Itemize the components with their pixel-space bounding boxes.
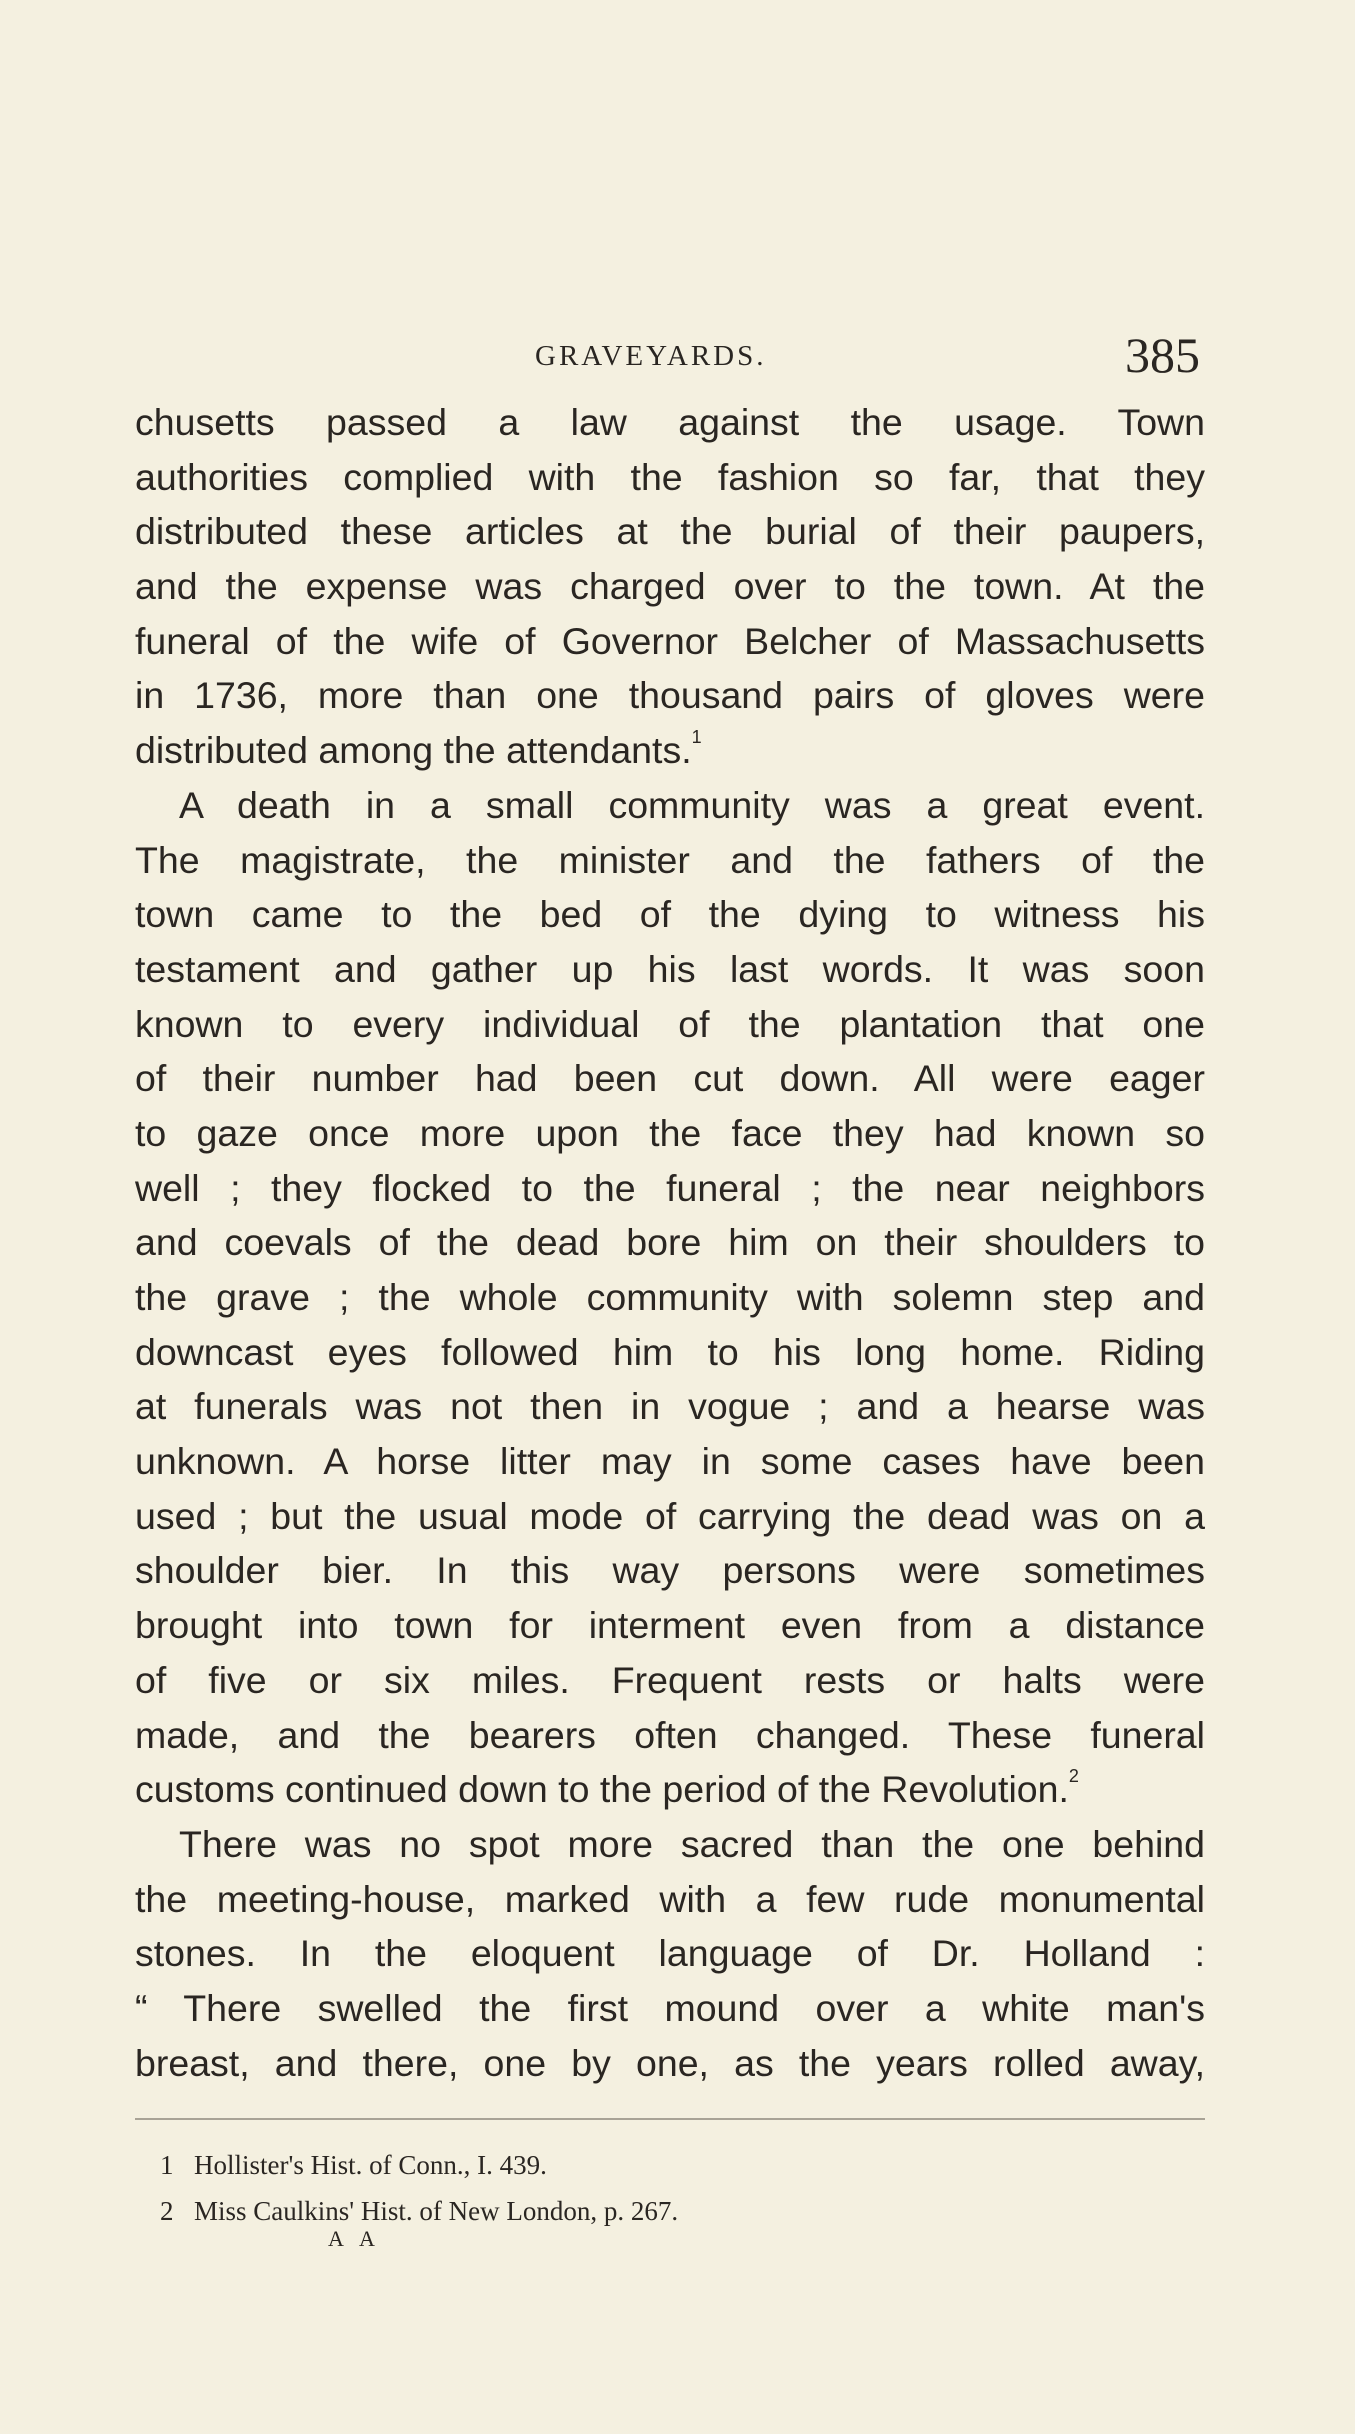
text-line: of five or six miles. Frequent rests or halts were: [135, 1658, 1205, 1701]
text-line: downcast eyes followed him to his long home. Riding: [135, 1330, 1205, 1373]
text-line: shoulder bier. In this way persons were sometimes: [135, 1549, 1205, 1592]
text-line: brought into town for interment even from a distance: [135, 1604, 1205, 1647]
footnotes: [160, 2142, 1060, 2234]
footnote-text: Hollister's Hist. of Conn., I. 439.: [194, 2150, 547, 2180]
text-line: town came to the bed of the dying to witness his: [135, 893, 1205, 936]
text-line: stones. In the eloquent language of Dr. Holland :: [135, 1932, 1205, 1975]
text-line: used ; but the usual mode of carrying the dead was on a: [135, 1494, 1205, 1537]
page-number: 385: [1125, 327, 1200, 383]
text-line: There was no spot more sacred than the one behind: [179, 1822, 1205, 1865]
text-line: funeral of the wife of Governor Belcher of Massachusetts: [135, 619, 1205, 662]
text-line: authorities complied with the fashion so far, that they: [135, 455, 1205, 498]
text-line: made, and the bearers often changed. These funeral: [135, 1713, 1205, 1756]
text-line: [135, 723, 1205, 778]
text-line: The magistrate, the minister and the fathers of the: [135, 838, 1205, 881]
text-line: testament and gather up his last words. It was soon: [135, 947, 1205, 990]
text-line: of their number had been cut down. All were eager: [135, 1057, 1205, 1100]
footnote-2: [160, 2188, 1060, 2234]
text-line: well ; they flocked to the funeral ; the near neighbors: [135, 1166, 1205, 1209]
text-line: A death in a small community was a great event.: [179, 783, 1205, 826]
text-line: in 1736, more than one thousand pairs of gloves were: [135, 674, 1205, 717]
text-line: known to every individual of the plantation that one: [135, 1002, 1205, 1045]
footnote-number: 1: [160, 2150, 174, 2180]
text-line: distributed these articles at the burial of their paupers,: [135, 510, 1205, 553]
text-line-content: distributed among the attendants.: [135, 729, 692, 772]
text-line: [135, 1762, 1205, 1817]
text-line: chusetts passed a law against the usage. Town: [135, 401, 1205, 443]
footnote-text: Miss Caulkins' Hist. of New London, p. 267.: [194, 2196, 679, 2226]
text-line: and the expense was charged over to the town. At the: [135, 565, 1205, 608]
text-line: the grave ; the whole community with solemn step and: [135, 1276, 1205, 1318]
text-line: to gaze once more upon the face they had known so: [135, 1111, 1205, 1154]
text-line: “ There swelled the first mound over a white man's: [135, 1986, 1205, 2029]
text-line-content: customs continued down to the period of the Revolution.: [135, 1768, 1069, 1811]
footnote-ref-1: 1: [691, 727, 702, 748]
text-line: the meeting-house, marked with a few rude monumental: [135, 1877, 1205, 1920]
footnote-divider: [135, 2118, 1205, 2120]
signature-mark: A A: [328, 2226, 381, 2251]
chapter-title: GRAVEYARDS.: [535, 340, 767, 372]
text-line: at funerals was not then in vogue ; and a hearse was: [135, 1385, 1205, 1428]
body-text: [135, 395, 1205, 2090]
text-line: and coevals of the dead bore him on their shoulders to: [135, 1221, 1205, 1264]
text-line: breast, and there, one by one, as the years rolled away,: [135, 2041, 1205, 2084]
running-head: [0, 326, 1355, 386]
footnote-ref-2: 2: [1068, 1766, 1079, 1787]
text-line: unknown. A horse litter may in some cases have been: [135, 1440, 1205, 1483]
footnote-1: [160, 2142, 1060, 2188]
footnote-number: 2: [160, 2196, 174, 2226]
